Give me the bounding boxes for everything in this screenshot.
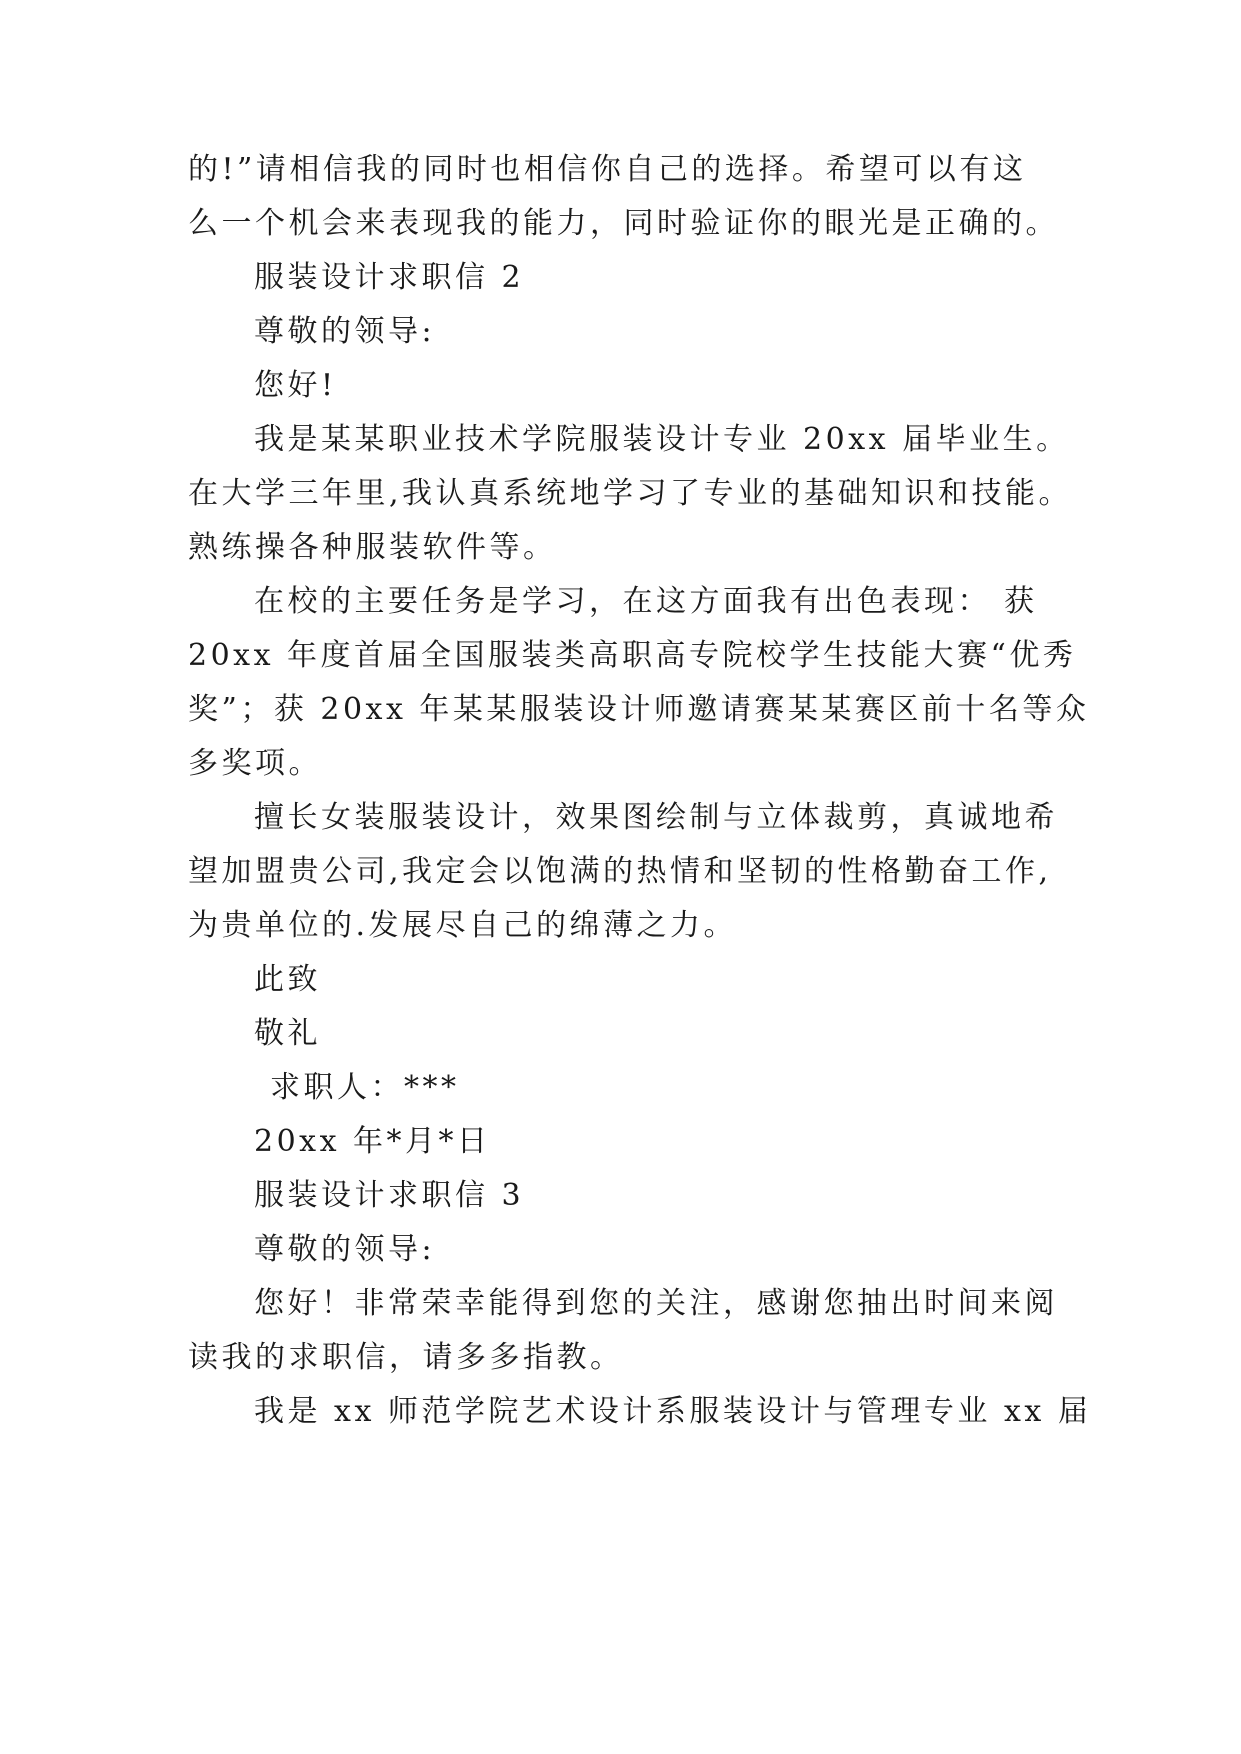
text-line: 您好！非常荣幸能得到您的关注，感谢您抽出时间来阅 (254, 1286, 1058, 1321)
salutation: 尊敬的领导: (254, 1232, 436, 1267)
section-heading: 服装设计求职信 2 (254, 260, 525, 295)
closing-line: 敬礼 (254, 1016, 321, 1051)
text-line: 熟练操各种服装软件等。 (188, 530, 557, 565)
closing-line: 此致 (254, 962, 321, 997)
text-line: 我是某某职业技术学院服装设计专业 20xx 届毕业生。 (254, 422, 1070, 457)
text-line: 我是 xx 师范学院艺术设计系服装设计与管理专业 xx 届 (254, 1394, 1092, 1429)
text-line: 多奖项。 (188, 746, 322, 781)
signature-line: 求职人：*** (270, 1070, 460, 1105)
text-line: 在大学三年里,我认真系统地学习了专业的基础知识和技能。 (188, 476, 1073, 511)
text-line: 望加盟贵公司,我定会以饱满的热情和坚韧的性格勤奋工作, (188, 854, 1052, 889)
text-line: 读我的求职信，请多多指教。 (188, 1340, 624, 1375)
text-line: 在校的主要任务是学习，在这方面我有出色表现： 获 (254, 584, 1038, 619)
text-line: 擅长女装服装设计，效果图绘制与立体裁剪，真诚地希 (254, 800, 1058, 835)
greeting: 您好! (254, 368, 337, 403)
salutation: 尊敬的领导: (254, 314, 436, 349)
text-line: 的!”请相信我的同时也相信你自己的选择。希望可以有这 (188, 152, 1027, 187)
text-line: 奖”；获 20xx 年某某服装设计师邀请赛某某赛区前十名等众 (188, 692, 1090, 727)
text-line: 为贵单位的.发展尽自己的绵薄之力。 (188, 908, 738, 943)
section-heading: 服装设计求职信 3 (254, 1178, 525, 1213)
date-line: 20xx 年*月*日 (254, 1124, 491, 1159)
text-line: 20xx 年度首届全国服装类高职高专院校学生技能大赛“优秀 (188, 638, 1077, 673)
text-line: 么一个机会来表现我的能力，同时验证你的眼光是正确的。 (188, 206, 1059, 241)
